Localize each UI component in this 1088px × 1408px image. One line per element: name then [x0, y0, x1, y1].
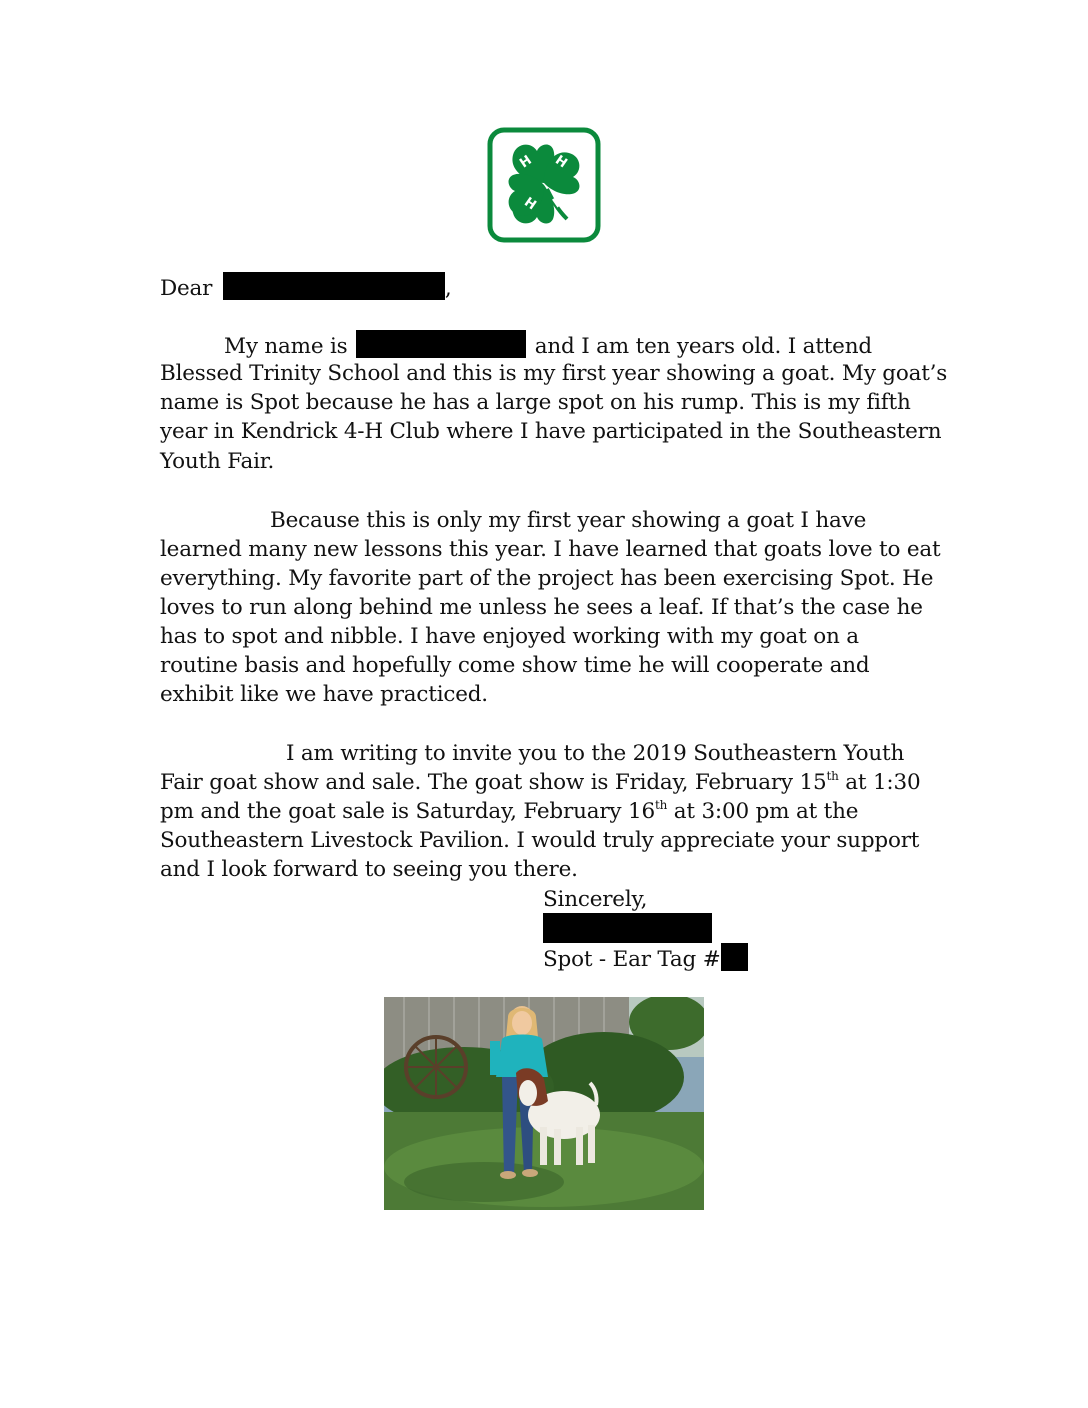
leaf-letter-bottom-left: H	[521, 194, 539, 214]
greeting-line	[160, 272, 452, 303]
redacted-recipient-name	[223, 272, 445, 300]
p3-line-2-sup: th	[826, 769, 839, 783]
p2-line-1: Because this is only my first year showing a goat I have	[270, 508, 867, 533]
p1-line-2: Blessed Trinity School and this is my first year showing a goat. My goat’s	[160, 361, 948, 386]
p1-line-1	[224, 330, 872, 361]
greeting-comma: ,	[444, 276, 452, 301]
p2-line-3: everything. My favorite part of the project has been exercising Spot. He	[160, 566, 934, 591]
p3-line-1: I am writing to invite you to the 2019 Southeastern Youth	[286, 741, 905, 766]
ear-tag-line	[543, 943, 748, 974]
salutation: Dear	[160, 276, 213, 301]
p2-line-4: loves to run along behind me unless he sees a leaf. If that’s the case he	[160, 595, 923, 620]
p3-line-3	[160, 797, 858, 826]
p2-line-6: routine basis and hopefully come show time he will cooperate and	[160, 653, 870, 678]
leaf-letter-bottom-right: H	[550, 192, 568, 212]
p3-line-5: and I look forward to seeing you there.	[160, 857, 578, 882]
p3-line-3-sup: th	[654, 798, 668, 812]
p3-line-4: Southeastern Livestock Pavilion. I would truly appreciate your support	[160, 828, 920, 853]
p3-line-2-a: Fair goat show and sale. The goat show is Friday, February 15	[160, 770, 827, 795]
p1-line-1-start: My name is	[224, 334, 348, 359]
4h-clover-logo	[487, 127, 601, 243]
photo-girl-with-goat	[384, 997, 704, 1210]
p1-line-5: Youth Fair.	[160, 449, 275, 474]
p2-line-2: learned many new lessons this year. I have learned that goats love to eat	[160, 537, 941, 562]
p1-line-1-end: and I am ten years old. I attend	[534, 334, 872, 359]
p1-line-4: year in Kendrick 4-H Club where I have participated in the Southeastern	[160, 419, 942, 444]
leaf-letter-top-right: H	[552, 152, 570, 172]
p2-line-5: has to spot and nibble. I have enjoyed working with my goat on a	[160, 624, 859, 649]
redacted-author-name	[356, 330, 526, 358]
redacted-ear-tag-number	[721, 943, 748, 971]
sign-off: Sincerely,	[543, 887, 648, 912]
leaf-letter-top-left: H	[517, 152, 535, 172]
ear-tag-label: Spot - Ear Tag #	[543, 947, 721, 972]
redacted-signature-name	[543, 913, 712, 943]
p2-line-7: exhibit like we have practiced.	[160, 682, 488, 707]
p1-line-3: name is Spot because he has a large spot on his rump. This is my fifth	[160, 390, 911, 415]
p3-line-3-a: pm and the goat sale is Saturday, February 16	[160, 799, 655, 824]
p3-line-2-b: at 1:30	[838, 770, 921, 795]
p3-line-3-b: at 3:00 pm at the	[667, 799, 859, 824]
p3-line-2	[160, 768, 920, 797]
